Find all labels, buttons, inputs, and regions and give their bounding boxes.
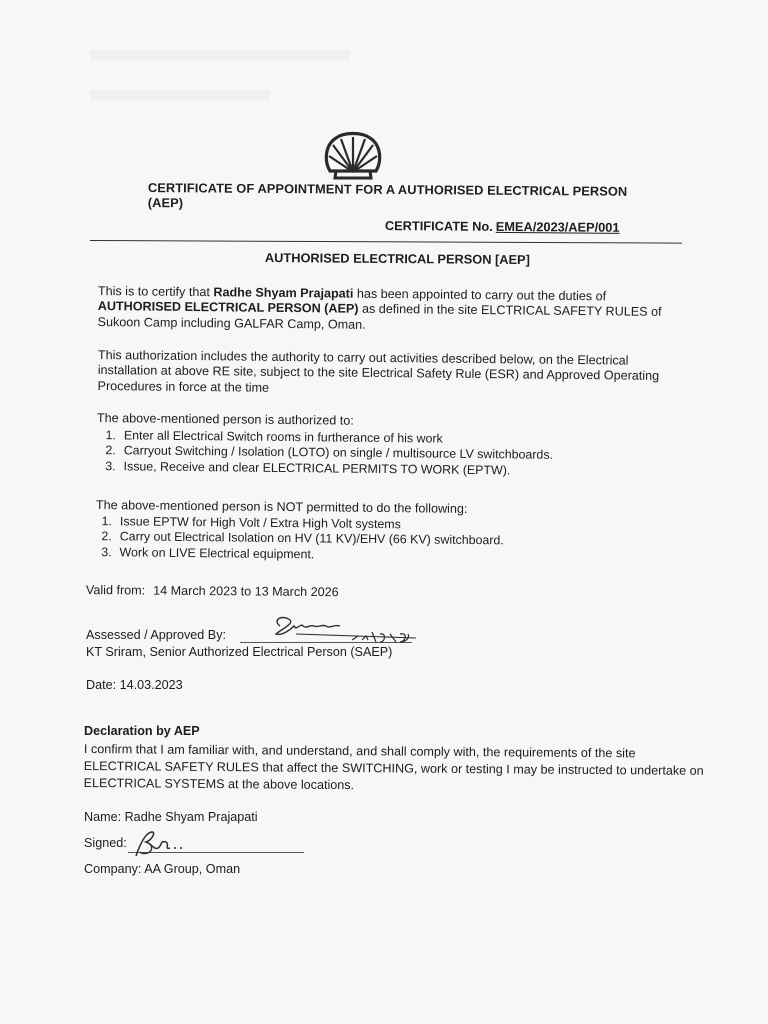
aep-name: Name: Radhe Shyam Prajapati (84, 810, 258, 824)
approver-signature (268, 612, 418, 648)
authorized-list (94, 428, 554, 479)
aep-signature (130, 826, 190, 860)
declaration-text: I confirm that I am familiar with, and understand, and shall comply with, the requirements of the site ELECTRICAL SAFETY RULES that affect the SWITCHING, work or testing I may be instructed to undertake on ELECTRICAL SYSTEMS at the above locations. (83, 741, 704, 793)
validity-value: 14 March 2023 to 13 March 2026 (153, 583, 339, 600)
not-permitted-heading: The above-mentioned person is NOT permitted to do the following: (95, 498, 468, 516)
item-text: Carry out Electrical Isolation on HV (11 KV)/EHV (66 KV) switchboard. (119, 529, 504, 548)
item-text: Carryout Switching / Isolation (LOTO) on single / multisource LV switchboards. (123, 443, 554, 463)
item-number: 1. (105, 428, 116, 443)
list-item (90, 545, 504, 565)
shell-logo-icon (322, 131, 384, 183)
header-divider (90, 240, 682, 244)
authorization-paragraph: This authorization includes the authority to carry out activities described below, on the Electrical installation at above RE site, subject to the site Electrical Safety Rule (ESR) and Approved Operating Procedures in force at the time (97, 348, 660, 395)
item-number: 1. (101, 514, 112, 529)
appointee-role: AUTHORISED ELECTRICAL PERSON (AEP) (97, 299, 359, 317)
item-number: 2. (101, 529, 112, 544)
company-name: Company: AA Group, Oman (84, 862, 241, 876)
para-text: has been appointed to carry out the duties of (353, 286, 607, 304)
validity-period (86, 583, 339, 599)
issue-date: Date: 14.03.2023 (86, 678, 183, 692)
para-text: This is to certify that (97, 284, 214, 300)
section-heading: AUTHORISED ELECTRICAL PERSON [AEP] (264, 250, 530, 268)
validity-label: Valid from: (85, 583, 146, 598)
item-text: Work on LIVE Electrical equipment. (119, 544, 315, 561)
item-number: 2. (105, 443, 116, 458)
approver-name: KT Sriram, Senior Authorized Electrical Person (SAEP) (86, 645, 393, 659)
certificate-number-label: CERTIFICATE No. (384, 218, 493, 234)
para-text: as defined in the site ELCTRICAL SAFETY RULES of Sukoon Camp including GALFAR Camp, Oman. (97, 302, 662, 332)
item-text: Enter all Electrical Switch rooms in furtherance of his work (123, 428, 443, 446)
item-number: 3. (105, 458, 116, 473)
item-text: Issue EPTW for High Volt / Extra High Volt systems (119, 514, 401, 532)
declaration-title: Declaration by AEP (84, 724, 200, 738)
appointee-name: Radhe Shyam Prajapati (213, 285, 354, 301)
not-permitted-list (90, 514, 504, 564)
item-text: Issue, Receive and clear ELECTRICAL PERMITS TO WORK (EPTW). (123, 458, 511, 477)
signed-label: Signed: (84, 836, 127, 850)
assessed-by-label: Assessed / Approved By: (86, 628, 227, 642)
certificate-number (385, 218, 620, 235)
authorized-heading: The above-mentioned person is authorized to: (96, 411, 354, 428)
item-number: 3. (101, 544, 112, 559)
certification-paragraph (98, 284, 688, 336)
certificate-title: CERTIFICATE OF APPOINTMENT FOR A AUTHORISED ELECTRICAL PERSON (AEP) (147, 180, 628, 211)
bleed-through-shadow (70, 40, 450, 120)
certificate-number-value: EMEA/2023/AEP/001 (495, 218, 620, 235)
